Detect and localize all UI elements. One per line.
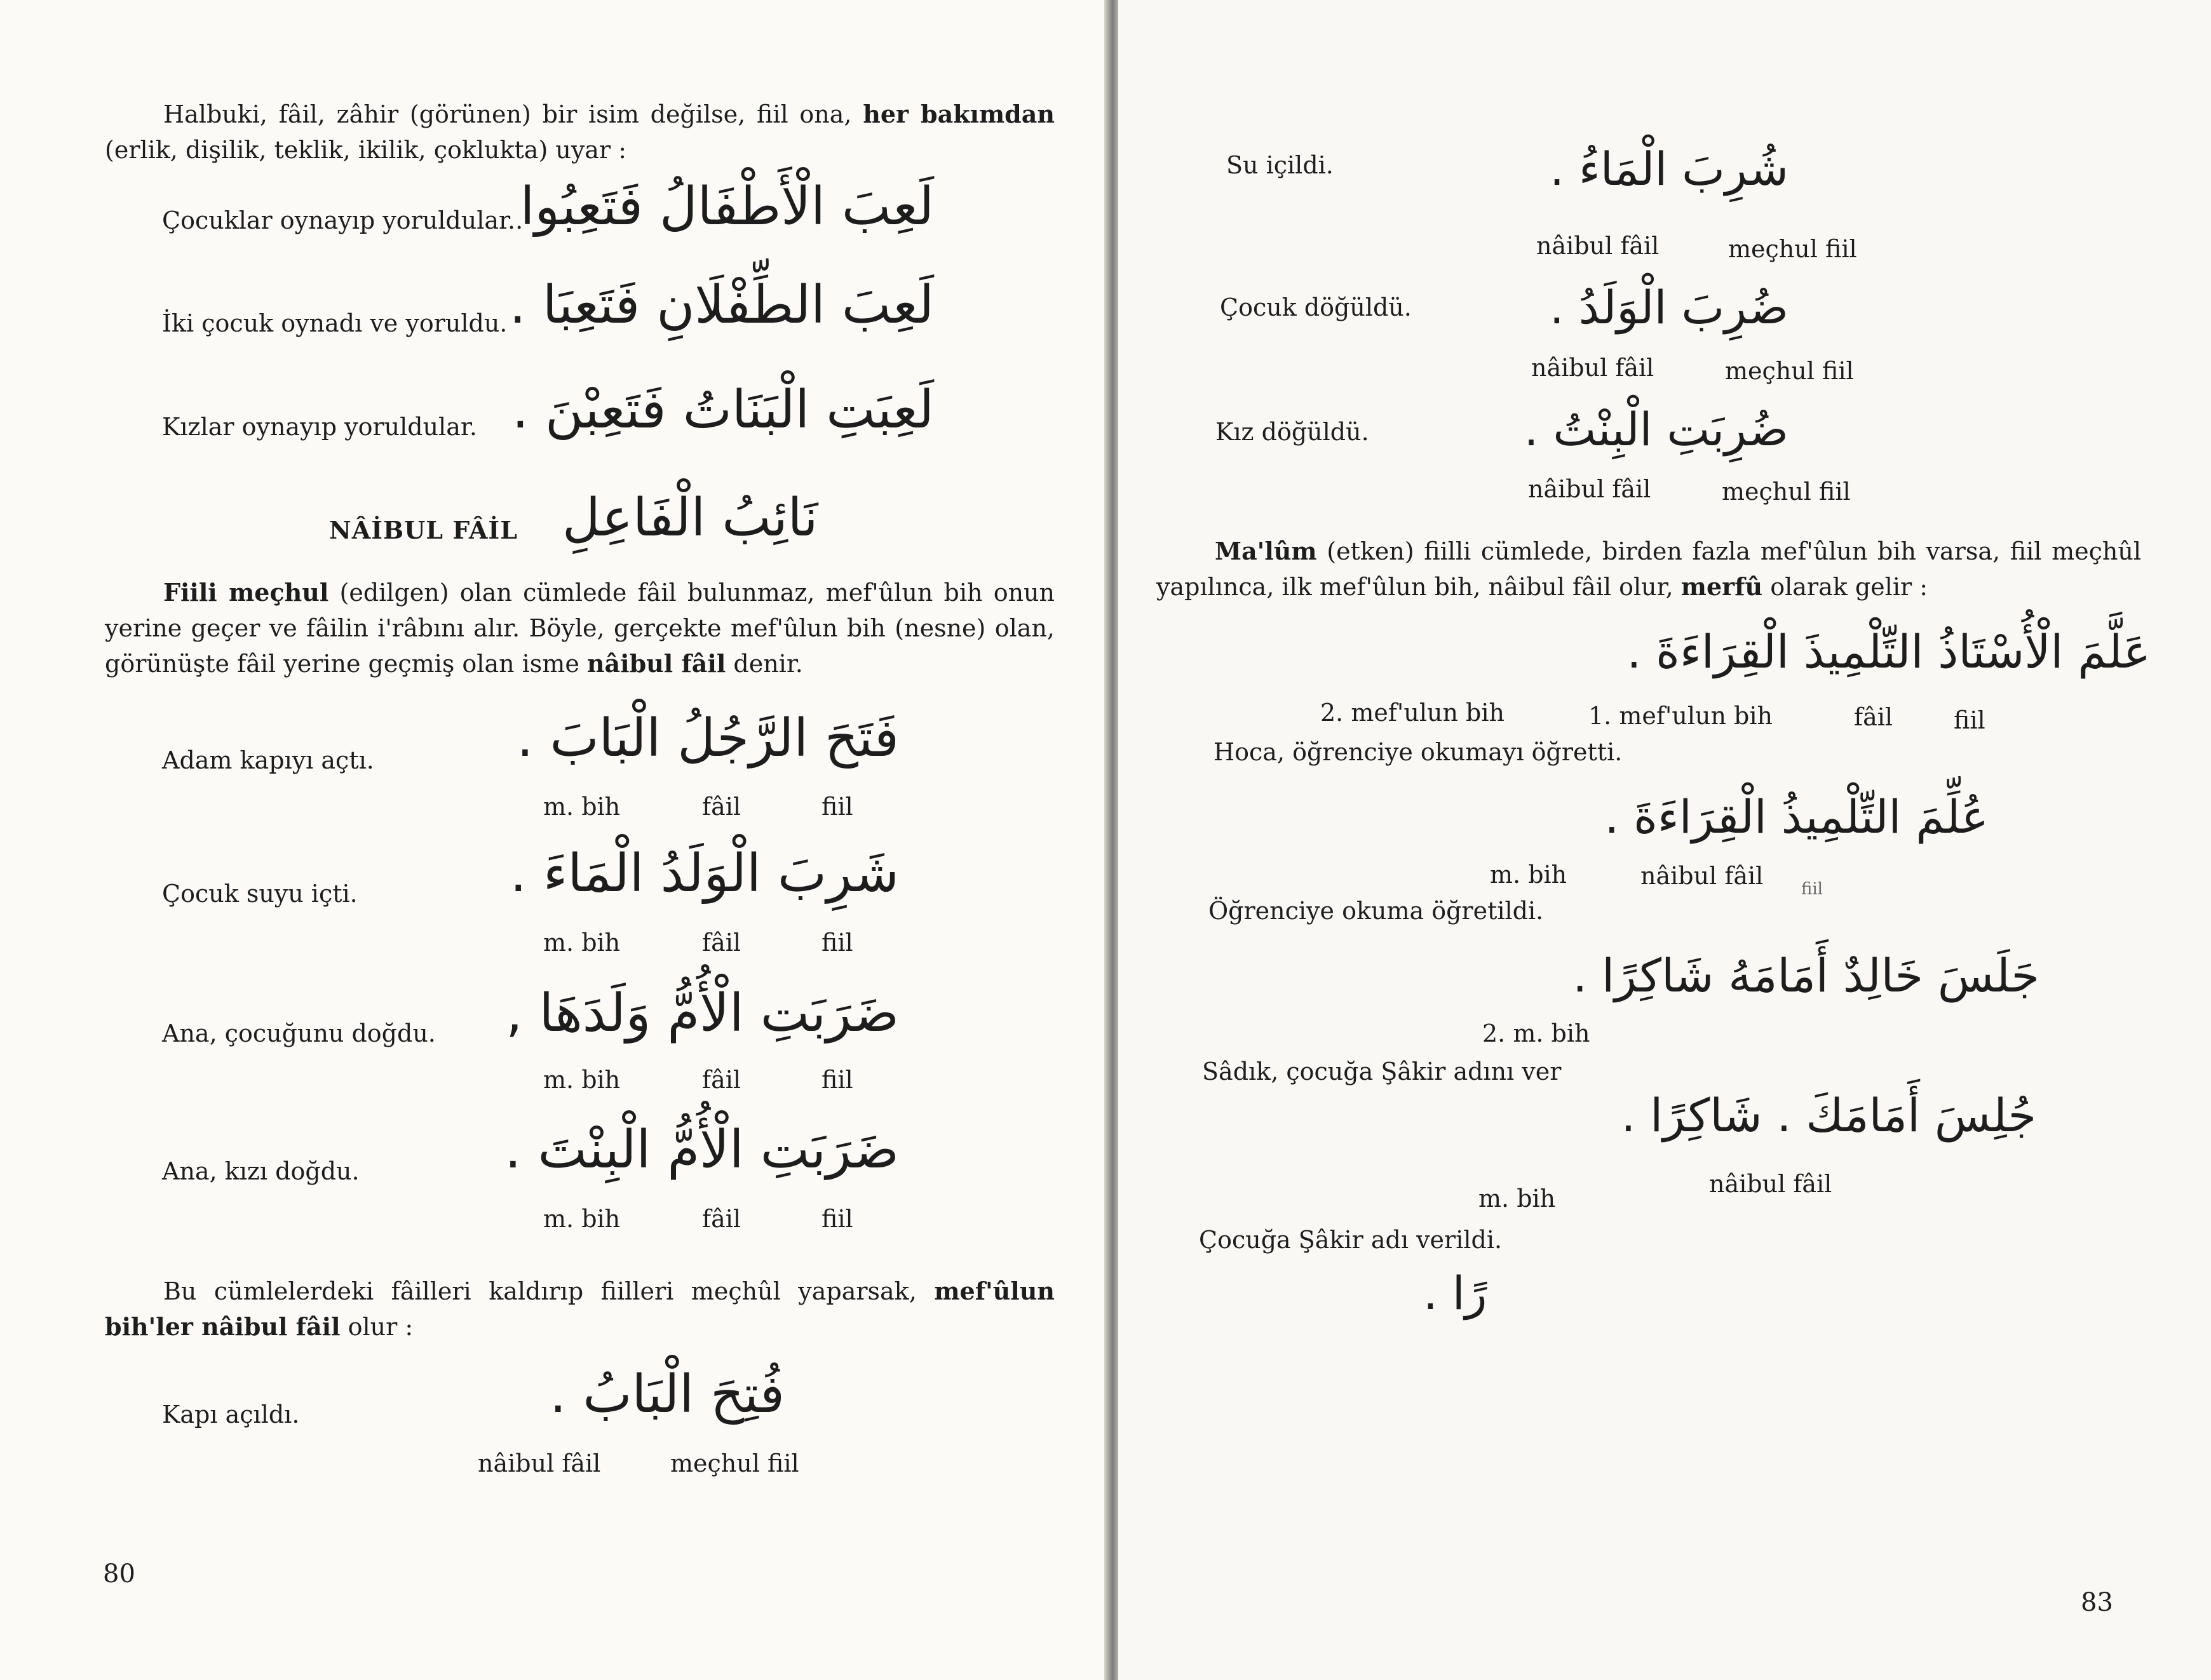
- julisa-gloss-subject: nâibul fâil: [1709, 1170, 1832, 1198]
- section-heading: NÂİBUL FÂİL: [329, 516, 518, 544]
- passive-double-turkish: Öğrenciye okuma öğretildi.: [1208, 897, 1544, 925]
- julisa-turkish: Çocuğa Şâkir adı verildi.: [1199, 1226, 1503, 1254]
- last-example-turkish: Kapı açıldı.: [162, 1401, 300, 1428]
- sentence-3-turkish: Ana, çocuğunu doğdu.: [162, 1019, 436, 1047]
- section-heading-arabic: نَائِبُ الْفَاعِلِ: [562, 488, 818, 548]
- passive-3-gloss-subject: nâibul fâil: [1528, 475, 1651, 503]
- passive-3-arabic: ضُرِبَتِ الْبِنْتُ .: [1524, 403, 1788, 456]
- intro-paragraph: Halbuki, fâil, zâhir (görünen) bir isim değilse, fiil ona, her bakımdan (erlik, dişilik, teklik, ikilik, çoklukta) uyar :: [105, 100, 1055, 164]
- sentence-2-arabic: شَرِبَ الْوَلَدُ الْمَاءَ .: [510, 843, 899, 904]
- jalasa-gloss-object: 2. m. bih: [1482, 1019, 1590, 1047]
- example-2-turkish: İki çocuk oynadı ve yoruldu.: [162, 309, 508, 337]
- double-object-paragraph: Ma'lûm (etken) fiilli cümlede, birden fazla mef'ûlun bih varsa, fiil meçhûl yapılınca, ilk mef'ûlun bih, nâibul fâil olur, merfû olarak gelir :: [1156, 537, 2141, 601]
- passive-1-gloss-verb: meçhul fiil: [1728, 235, 1857, 263]
- julisa-gloss-object: m. bih: [1478, 1185, 1556, 1213]
- passive-double-arabic: عُلِّمَ التِّلْمِيذُ الْقِرَاءَةَ .: [1604, 790, 1989, 843]
- julisa-arabic: جُلِسَ أَمَامَكَ . شَاكِرًا .: [1621, 1089, 2036, 1142]
- transition-paragraph: Bu cümlelerdeki fâilleri kaldırıp fiilleri meçhûl yaparsak, mef'ûlun bih'ler nâibul fâil olur :: [105, 1277, 1055, 1341]
- example-1-turkish: Çocuklar oynayıp yoruldular..: [162, 206, 524, 234]
- sentence-1-arabic: فَتَحَ الرَّجُلُ الْبَابَ .: [517, 708, 899, 769]
- sentence-4-arabic: ضَرَبَتِ الْأُمُّ الْبِنْتَ .: [504, 1120, 899, 1180]
- last-example-gloss-subject: nâibul fâil: [478, 1449, 601, 1477]
- example-3-turkish: Kızlar oynayıp yoruldular.: [162, 413, 477, 441]
- sentence-2-turkish: Çocuk suyu içti.: [162, 880, 358, 908]
- example-1-arabic: لَعِبَ الْأَطْفَالُ فَتَعِبُوا: [520, 177, 934, 237]
- sentence-1-gloss-verb: fiil: [822, 793, 853, 821]
- sentence-2-gloss-object: m. bih: [543, 929, 621, 957]
- double-object-turkish: Hoca, öğrenciye okumayı öğretti.: [1214, 738, 1623, 766]
- sentence-1-gloss-subject: fâil: [702, 793, 741, 821]
- passive-3-gloss-verb: meçhul fiil: [1722, 478, 1851, 506]
- passive-2-turkish: Çocuk döğüldü.: [1220, 293, 1412, 321]
- example-3-arabic: لَعِبَتِ الْبَنَاتُ فَتَعِبْنَ .: [511, 380, 934, 440]
- double-object-gloss-subject: fâil: [1854, 703, 1893, 731]
- sentence-3-arabic: ضَرَبَتِ الْأُمُّ وَلَدَهَا ,: [506, 983, 899, 1044]
- passive-double-gloss-object: m. bih: [1490, 861, 1567, 889]
- sentence-4-gloss-subject: fâil: [702, 1205, 741, 1233]
- passive-double-gloss-subject: nâibul fâil: [1640, 862, 1764, 890]
- jalasa-turkish: Sâdık, çocuğa Şâkir adını ver: [1202, 1058, 1562, 1085]
- sentence-1-gloss-object: m. bih: [543, 793, 621, 821]
- sentence-2-gloss-verb: fiil: [822, 929, 853, 957]
- sentence-2-gloss-subject: fâil: [702, 929, 741, 957]
- passive-1-turkish: Su içildi.: [1226, 151, 1334, 179]
- passive-3-turkish: Kız döğüldü.: [1215, 418, 1369, 446]
- double-object-gloss-verb: fiil: [1954, 706, 1985, 734]
- page-number-right: 83: [2081, 1588, 2113, 1617]
- double-object-gloss-second-object: 2. mef'ulun bih: [1320, 699, 1504, 727]
- sentence-1-turkish: Adam kapıyı açtı.: [162, 746, 374, 774]
- page-number-left: 80: [103, 1559, 135, 1589]
- passive-2-arabic: ضُرِبَ الْوَلَدُ .: [1549, 281, 1788, 334]
- passive-2-gloss-subject: nâibul fâil: [1531, 354, 1654, 382]
- right-page: [1118, 0, 2211, 1680]
- last-example-gloss-verb: meçhul fiil: [670, 1449, 799, 1477]
- passive-1-gloss-subject: nâibul fâil: [1536, 232, 1660, 260]
- sentence-4-gloss-verb: fiil: [822, 1205, 853, 1233]
- trailing-arabic-fragment: رًا .: [1423, 1267, 1487, 1320]
- sentence-3-gloss-verb: fiil: [822, 1066, 853, 1094]
- definition-paragraph: Fiili meçhul (edilgen) olan cümlede fâil bulunmaz, mef'ûlun bih onun yerine geçer ve fâilin i'râbını alır. Böyle, gerçekte mef'ûlun bih (nesne) olan, görünüşte fâil yerine geçmiş olan isme nâibul fâil denir.: [105, 578, 1055, 678]
- double-object-gloss-first-object: 1. mef'ulun bih: [1588, 702, 1773, 730]
- passive-double-gloss-verb: fiil: [1801, 880, 1823, 899]
- example-2-arabic: لَعِبَ الطِّفْلَانِ فَتَعِبَا .: [509, 275, 934, 335]
- double-object-arabic: عَلَّمَ الْأُسْتَاذُ التِّلْمِيذَ الْقِرَاءَةَ .: [1626, 625, 2151, 678]
- sentence-3-gloss-subject: fâil: [702, 1066, 741, 1094]
- jalasa-arabic: جَلَسَ خَالِدٌ أَمَامَهُ شَاكِرًا .: [1572, 949, 2039, 1002]
- sentence-4-turkish: Ana, kızı doğdu.: [162, 1157, 360, 1185]
- passive-2-gloss-verb: meçhul fiil: [1725, 357, 1854, 385]
- sentence-4-gloss-object: m. bih: [543, 1205, 621, 1233]
- sentence-3-gloss-object: m. bih: [543, 1066, 621, 1094]
- last-example-arabic: فُتِحَ الْبَابُ .: [550, 1364, 785, 1425]
- passive-1-arabic: شُرِبَ الْمَاءُ .: [1550, 142, 1788, 196]
